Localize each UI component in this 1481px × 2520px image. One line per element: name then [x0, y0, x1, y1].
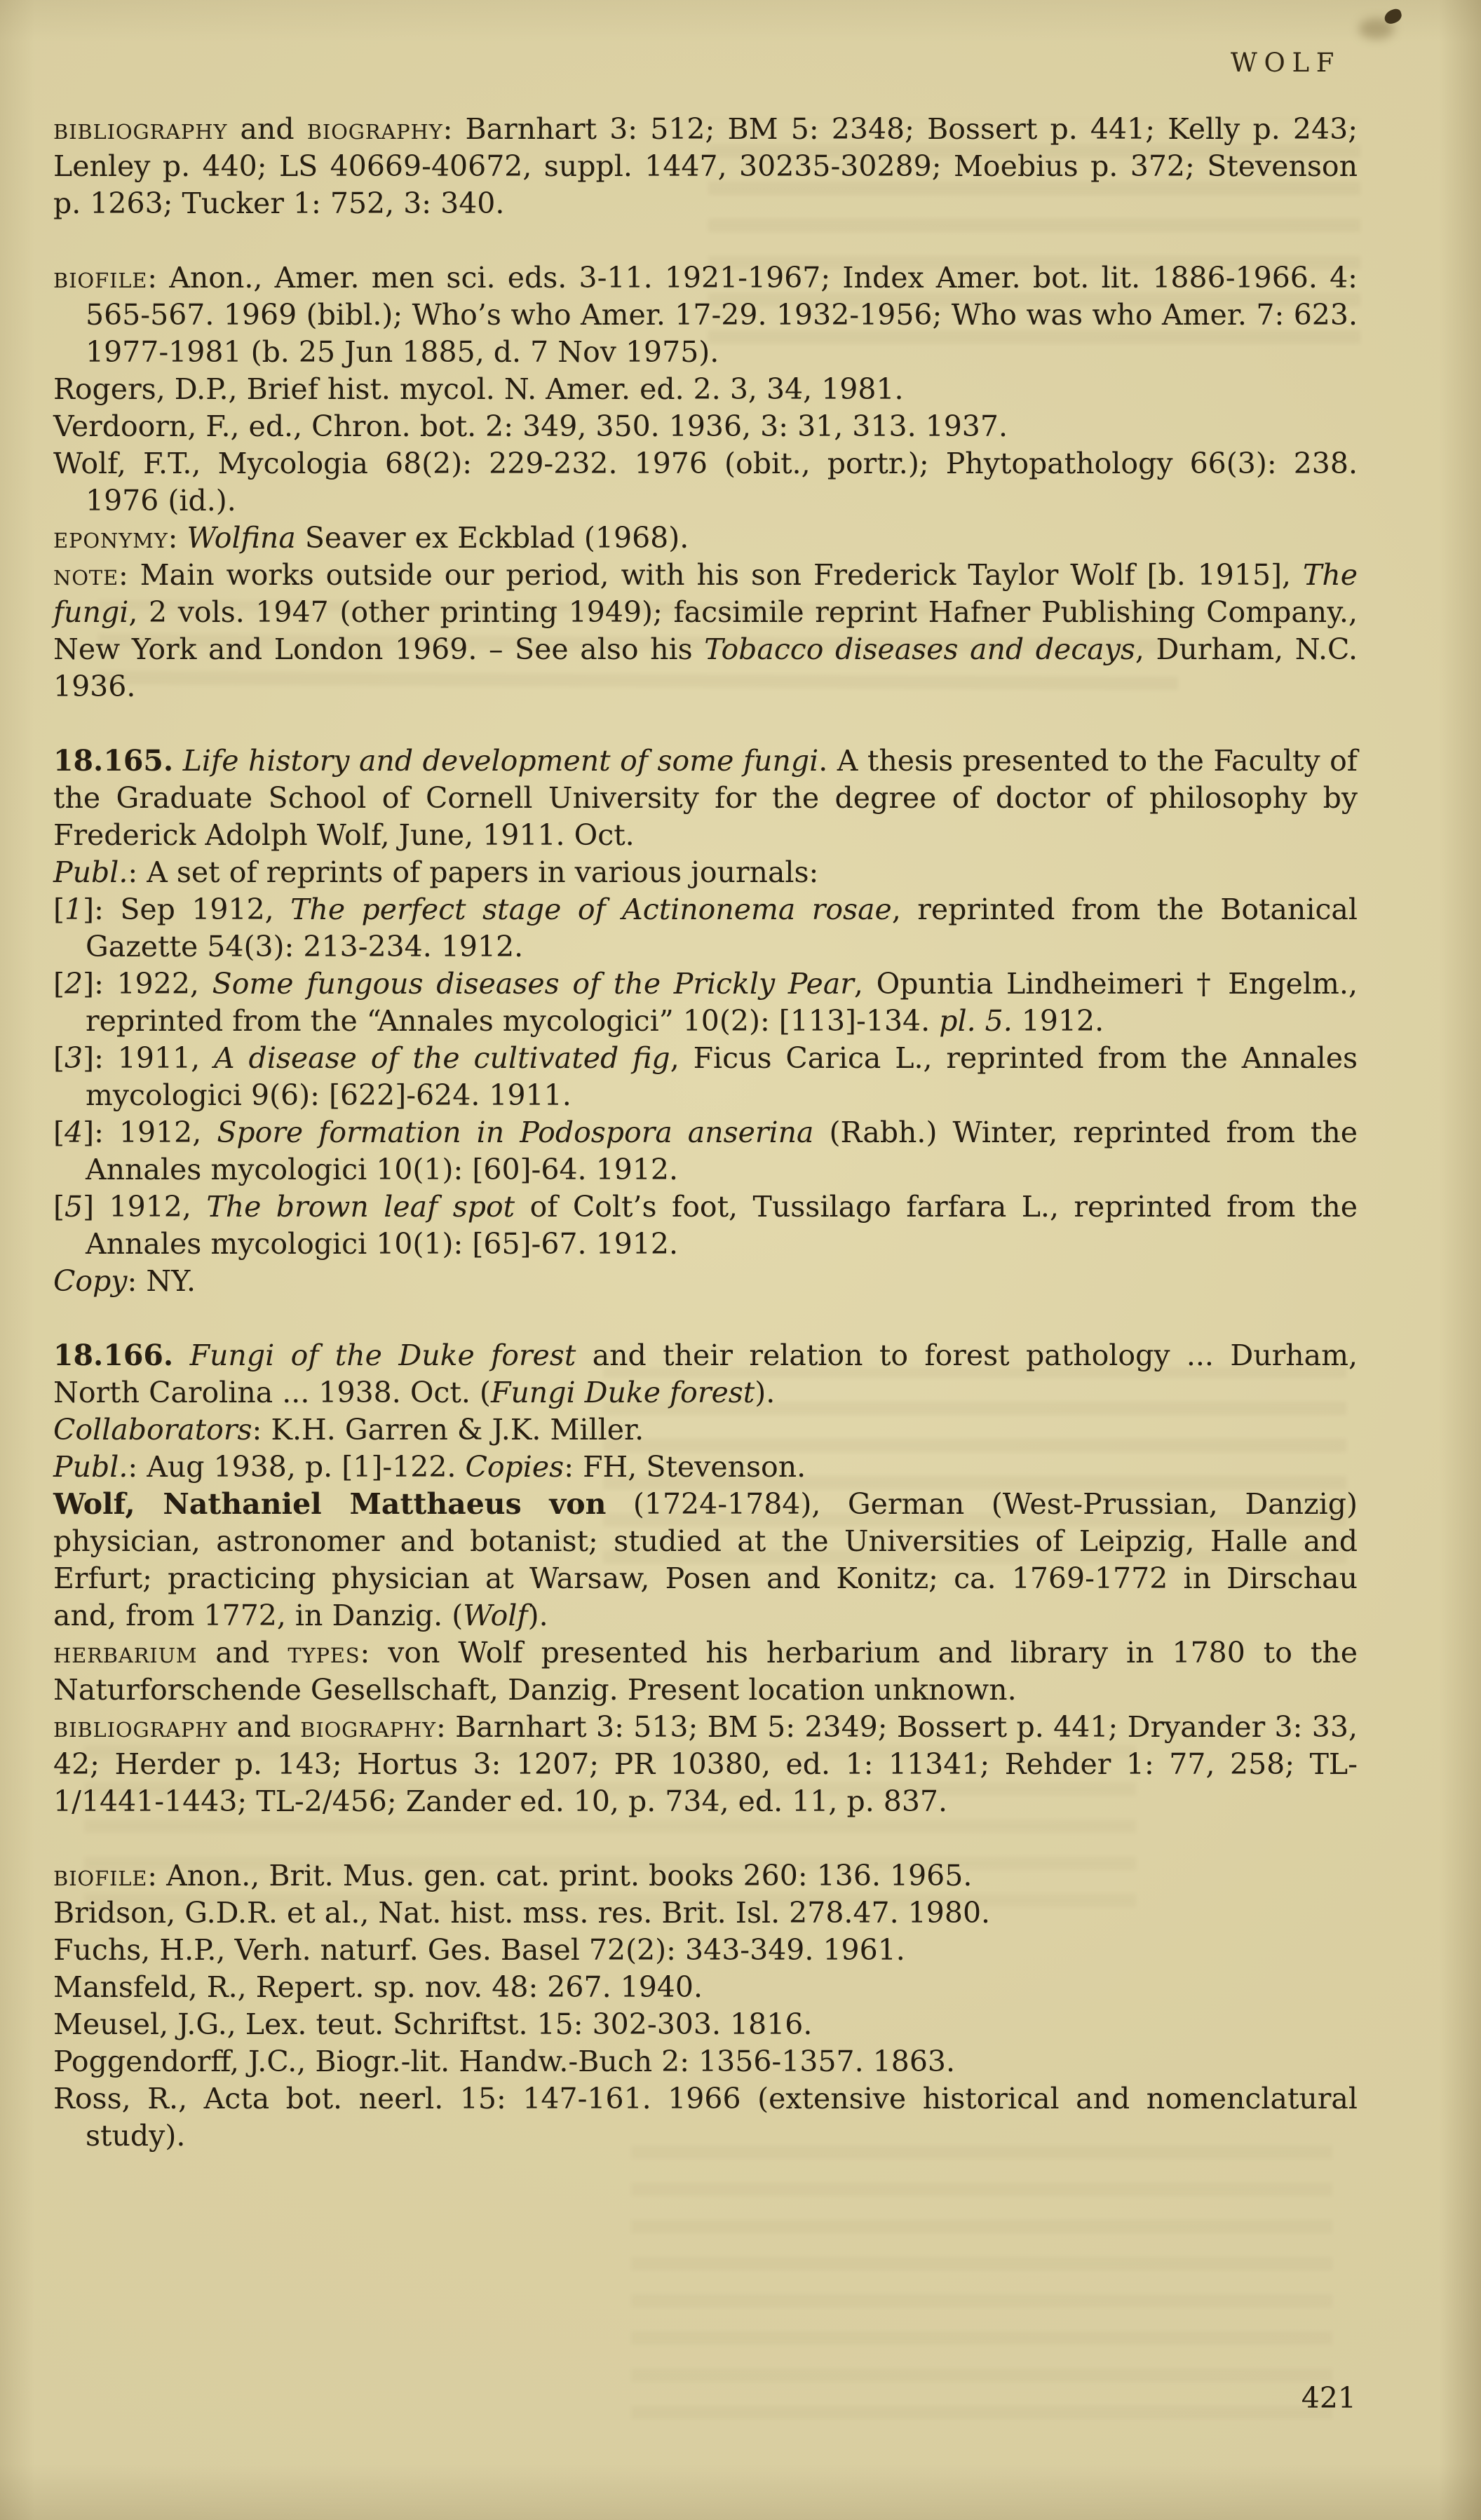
biography-paragraph-wolf-nmv: Wolf, Nathaniel Matthaeus von (1724-1784), German (West-Prussian, Danzig) physician, astronomer and botanist; studied at the Universities of Leipzig, Halle and Erfurt; practicing physician at Warsaw, Posen and Konitz; ca. 1769-1772 in Dirschau and, from 1772, in Danzig. (Wolf). [53, 1487, 1358, 1632]
entry-heading-18166: 18.166. Fungi of the Duke forest and their relation to forest pathology ... Durham, North Carolina ... 1938. Oct. (Fungi Duke forest). [53, 1339, 1358, 1409]
biofile-entry: biofile: Anon., Brit. Mus. gen. cat. print. books 260: 136. 1965. [53, 1859, 973, 1892]
paragraph-bibliography-biography-2: bibliography and biography: Barnhart 3: 513; BM 5: 2349; Bossert p. 441; Dryander 3: 33, 42; Herder p. 143; Hortus 3: 1207; PR 10380, ed. 1: 11341; Rehder 1: 77, 258; TL-1/1441-1443; TL-2/456; Zander ed. 10, p. 734, ed. 11, p. 837. [53, 1710, 1358, 1818]
note-paragraph: note: Main works outside our period, with his son Frederick Taylor Wolf [b. 1915], The fungi, 2 vols. 1947 (other printing 1949); facsimile reprint Hafner Publishing Company., New York and London 1969. – See also his Tobacco diseases and decays, Durham, N.C. 1936. [53, 558, 1358, 703]
publ-line: Publ.: Aug 1938, p. [1]-122. Copies: FH, Stevenson. [53, 1450, 806, 1484]
reprint-item: [1]: Sep 1912, The perfect stage of Actinonema rosae, reprinted from the Botanical Gazette 54(3): 213-234. 1912. [53, 893, 1358, 963]
entry-18166 [53, 1337, 1358, 1486]
paragraph-bibliography-biography-1: bibliography and biography: Barnhart 3: 512; BM 5: 2348; Bossert p. 441; Kelly p. 243; Lenley p. 440; LS 40669-40672, suppl. 1447, 30235-30289; Moebius p. 372; Stevenson p. 1263; Tucker 1: 752, 3: 340. [53, 112, 1358, 220]
entry-heading-18165: 18.165. Life history and development of some fungi. A thesis presented to the Faculty of the Graduate School of Cornell University for the degree of doctor of philosophy by Frederick Adolph Wolf, June, 1911. Oct. [53, 744, 1358, 852]
biofile-entry: Meusel, J.G., Lex. teut. Schriftst. 15: 302-303. 1816. [53, 2007, 813, 2041]
show-through-artifact [631, 2139, 1332, 2433]
reprint-item: [4]: 1912, Spore formation in Podospora anserina (Rabh.) Winter, reprinted from the Annales mycologici 10(1): [60]-64. 1912. [53, 1116, 1358, 1186]
biofile-entry: Mansfeld, R., Repert. sp. nov. 48: 267. 1940. [53, 1970, 703, 2004]
biofile-entry: Poggendorff, J.C., Biogr.-lit. Handw.-Buch 2: 1356-1357. 1863. [53, 2045, 956, 2078]
reprint-item: [5] 1912, The brown leaf spot of Colt’s foot, Tussilago farfara L., reprinted from the Annales mycologici 10(1): [65]-67. 1912. [53, 1190, 1358, 1261]
biofile-entry: Wolf, F.T., Mycologia 68(2): 229-232. 1976 (obit., portr.); Phytopathology 66(3): 238. 1976 (id.). [53, 447, 1358, 517]
biofile-entry: Verdoorn, F., ed., Chron. bot. 2: 349, 350. 1936, 3: 31, 313. 1937. [53, 409, 1008, 443]
page-number: 421 [1301, 2381, 1356, 2415]
biofile-entry: Rogers, D.P., Brief hist. mycol. N. Amer. ed. 2. 3, 34, 1981. [53, 372, 904, 406]
entry-18165 [53, 743, 1358, 1300]
running-head: WOLF [1230, 48, 1341, 78]
publ-line: Publ.: A set of reprints of papers in various journals: [53, 855, 819, 889]
biofile-entry: Bridson, G.D.R. et al., Nat. hist. mss. res. Brit. Isl. 278.47. 1980. [53, 1896, 991, 1930]
biofile-section-2 [53, 1857, 1358, 2155]
biofile-section-1 [53, 259, 1358, 520]
eponymy-line: eponymy: Wolfina Seaver ex Eckblad (1968). [53, 521, 689, 555]
biofile-entry: Fuchs, H.P., Verh. naturf. Ges. Basel 72(2): 343-349. 1961. [53, 1933, 905, 1967]
collaborators-line: Collaborators: K.H. Garren & J.K. Miller. [53, 1413, 644, 1447]
biofile-entry: Ross, R., Acta bot. neerl. 15: 147-161. 1966 (extensive historical and nomenclatural study). [53, 2082, 1358, 2153]
herbarium-types-paragraph: herbarium and types: von Wolf presented his herbarium and library in 1780 to the Naturforschende Gesellschaft, Danzig. Present location unknown. [53, 1636, 1358, 1707]
text-column [53, 111, 1358, 2155]
reprint-item: [2]: 1922, Some fungous diseases of the Prickly Pear, Opuntia Lindheimeri † Engelm., reprinted from the “Annales mycologici” 10(2): [113]-134. pl. 5. 1912. [53, 967, 1358, 1038]
reprint-item: [3]: 1911, A disease of the cultivated fig, Ficus Carica L., reprinted from the Annales mycologici 9(6): [622]-624. 1911. [53, 1041, 1358, 1112]
biofile-entry: biofile: Anon., Amer. men sci. eds. 3-11. 1921-1967; Index Amer. bot. lit. 1886-1966. 4: 565-567. 1969 (bibl.); Who’s who Amer. 17-29. 1932-1956; Who was who Amer. 7: 623. 1977-1981 (b. 25 Jun 1885, d. 7 Nov 1975). [53, 261, 1358, 369]
copy-line: Copy: NY. [53, 1264, 196, 1298]
